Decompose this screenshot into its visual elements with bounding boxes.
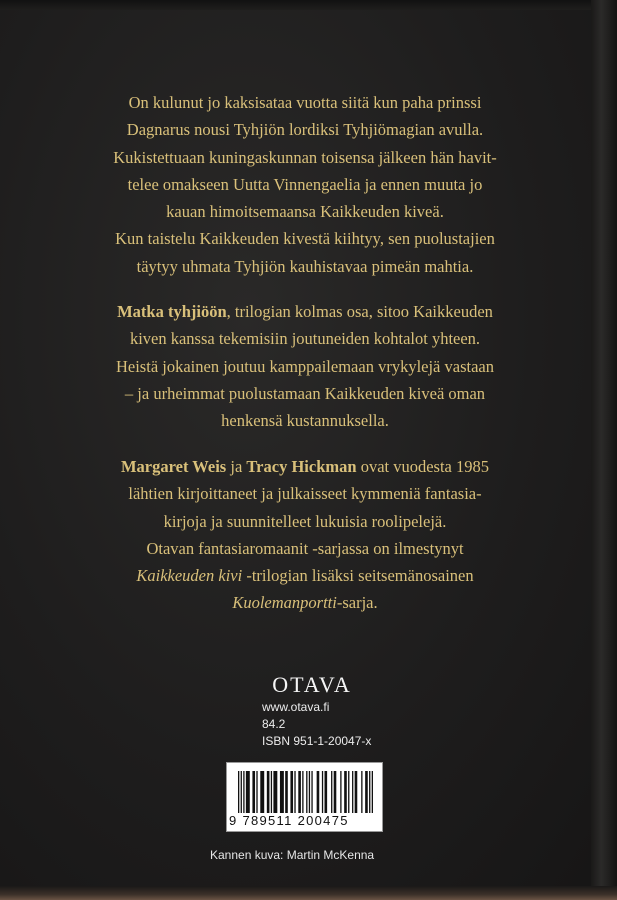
blurb-line: Dagnarus nousi Tyhjiön lordiksi Tyhjiömagian avulla.: [126, 120, 484, 140]
barcode-bar: [252, 771, 255, 813]
barcode-bar: [294, 771, 295, 813]
barcode-bar: [290, 771, 293, 813]
barcode-bar: [325, 771, 328, 813]
barcode-bar: [241, 771, 242, 813]
barcode-bar: [309, 771, 310, 813]
barcode-bar: [355, 771, 358, 813]
blurb-line: kirjoja ja suunnitelleet lukuisia roolipelejä.: [163, 511, 447, 531]
barcode-bar: [285, 771, 288, 813]
blurb-line: lähtien kirjoittaneet ja julkaisseet kymmeniä fantasia-: [128, 484, 482, 504]
barcode-bar: [306, 771, 307, 813]
isbn: ISBN 951-1-20047-x: [262, 734, 372, 748]
blurb-line: Otavan fantasiaromaanit -sarjassa on ilmestynyt: [146, 538, 464, 558]
blurb-line: henkensä kustannuksella.: [221, 411, 389, 431]
barcode-bar: [317, 771, 320, 813]
blurb-paragraph-2: [95, 298, 515, 434]
cover-spine-edge: [591, 0, 617, 900]
barcode-bar: [311, 771, 312, 813]
blurb-text: ovat vuodesta 1985: [356, 457, 489, 476]
blurb-line: Heistä jokainen joutuu kamppailemaan vrykylejä vastaan: [115, 356, 494, 376]
barcode-bar: [352, 771, 353, 813]
barcode-bar: [280, 771, 284, 813]
barcode-bar: [331, 771, 332, 813]
series-title: Kaikkeuden kivi: [136, 566, 243, 586]
barcode-bar: [298, 771, 301, 813]
blurb-text: , trilogian kolmas osa, sitoo Kaikkeuden: [226, 302, 493, 321]
cover-bottom-edge: [0, 886, 617, 900]
blurb-line: [95, 298, 515, 325]
blurb-line: telee omakseen Uutta Vinnengaelia ja ennen muuta jo: [127, 174, 483, 194]
barcode-bar: [361, 771, 362, 813]
blurb-line: täytyy uhmata Tyhjiön kauhistavaa pimeän mahtia.: [136, 256, 474, 276]
blurb-line: kiven kanssa tekemisiin joutuneiden kohtalot yhteen.: [129, 329, 481, 349]
barcode-bar: [344, 771, 347, 813]
barcode-bar: [246, 771, 250, 813]
barcode-bars: [238, 771, 373, 813]
blurb-paragraph-authors: [95, 453, 515, 617]
barcode-bar: [271, 771, 272, 813]
barcode-bar: [243, 771, 244, 813]
barcode-bar: [238, 771, 239, 813]
barcode-bar: [372, 771, 373, 813]
blurb-line: On kulunut jo kaksisataa vuotta siitä kun paha prinssi: [128, 93, 482, 112]
barcode-bar: [340, 771, 341, 813]
blurb-line: [95, 453, 515, 480]
blurb-line: – ja urheimmat puolustamaan Kaikkeuden kiveä oman: [124, 383, 486, 403]
classification-code: 84.2: [262, 717, 286, 731]
barcode-bar: [273, 771, 277, 813]
author-name: Tracy Hickman: [246, 457, 357, 476]
barcode-bar: [334, 771, 337, 813]
barcode-bar: [256, 771, 257, 813]
blurb-line: Kukistettuaan kuningaskunnan toisensa jälkeen hän havit-: [113, 147, 497, 167]
series-title: Kuolemanportti: [232, 593, 337, 613]
blurb-line: Kun taistelu Kaikkeuden kivestä kiihtyy, sen puolustajien: [115, 229, 495, 249]
book-title: Matka tyhjiöön: [117, 302, 227, 321]
barcode-digits: 9 789511 200475: [229, 813, 349, 828]
publisher-url: www.otava.fi: [262, 700, 330, 714]
barcode: [226, 762, 383, 832]
barcode-bar: [369, 771, 370, 813]
blurb-text: -trilogian lisäksi seitsemänosainen: [242, 566, 474, 586]
author-name: Margaret Weis: [120, 457, 227, 476]
blurb-paragraph-1: [95, 89, 515, 280]
barcode-bar: [365, 771, 368, 813]
barcode-bar: [260, 771, 264, 813]
blurb-text: ja: [226, 457, 247, 476]
blurb-line: kauan himoitsemaansa Kaikkeuden kiveä.: [166, 202, 444, 222]
blurb-line: [95, 562, 515, 589]
cover-art-credit: Kannen kuva: Martin McKenna: [210, 848, 375, 862]
publisher-logo: OTAVA: [272, 672, 352, 697]
blurb-text: -sarja.: [336, 593, 378, 613]
blurb-line: [95, 589, 515, 616]
barcode-bar: [302, 771, 303, 813]
barcode-bar: [348, 771, 349, 813]
barcode-bar: [267, 771, 270, 813]
barcode-bar: [322, 771, 323, 813]
cover-top-edge: [0, 0, 617, 10]
